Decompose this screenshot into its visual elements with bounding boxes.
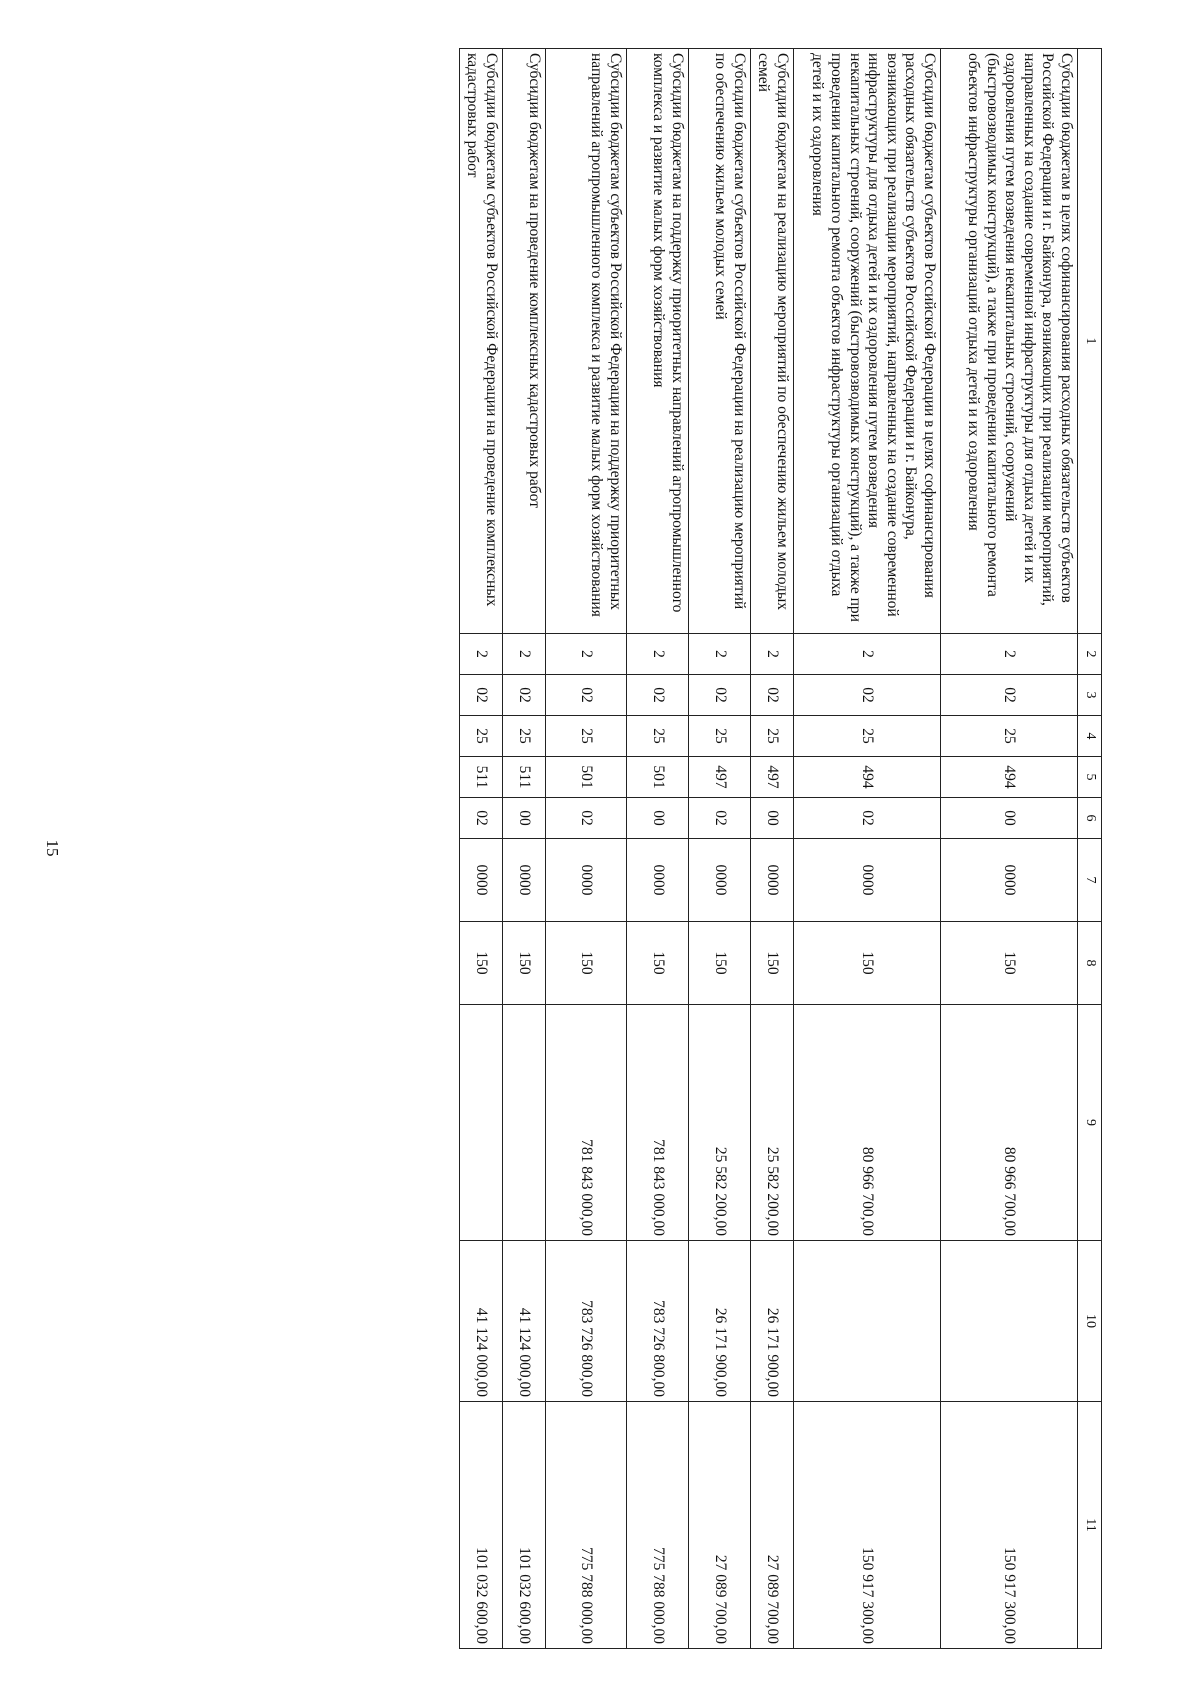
cell-group-code: 02 [751,675,794,716]
cell-group-code: 02 [941,675,1078,716]
cell-amount-year3: 27 089 700,00 [689,1402,751,1649]
cell-subgroup-code: 25 [751,716,794,757]
cell-kosgu-code: 150 [503,922,546,1005]
cell-amount-year2: 41 124 000,00 [460,1241,503,1402]
cell-amount-year1 [503,1005,546,1241]
cell-kosgu-code: 150 [689,922,751,1005]
cell-amount-year1 [460,1005,503,1241]
col-header: 8 [1078,922,1102,1005]
col-header: 3 [1078,675,1102,716]
cell-amount-year3: 775 788 000,00 [627,1402,689,1649]
cell-element-code: 02 [689,798,751,839]
cell-amount-year2: 783 726 800,00 [546,1241,627,1402]
cell-amount-year1: 80 966 700,00 [941,1005,1078,1241]
cell-kosgu-code: 150 [751,922,794,1005]
cell-program-code: 0000 [751,839,794,922]
column-number-row [1078,49,1102,1649]
row-description: Субсидии бюджетам субъектов Российской Федерации на реализацию мероприятий по обеспечению жильем молодых семей [689,49,751,634]
col-header: 7 [1078,839,1102,922]
cell-group-code: 02 [503,675,546,716]
col-header: 1 [1078,49,1102,634]
cell-group-code: 02 [460,675,503,716]
row-description: Субсидии бюджетам в целях софинансирования расходных обязательств субъектов Российской Федерации и г. Байконура, возникающих при реализации мероприятий, направленных на создание современной инфраструктуры для отдыха детей и их оздоровления путем возведения некапитальных строений, сооружений (быстровозводимых конструкций), а также при проведении капитального ремонта объектов инфраструктуры организаций отдыха детей и их оздоровления [941,49,1078,634]
row-description: Субсидии бюджетам на реализацию мероприятий по обеспечению жильем молодых семей [751,49,794,634]
cell-element-code: 00 [627,798,689,839]
cell-subgroup-code: 25 [503,716,546,757]
cell-amount-year1: 80 966 700,00 [794,1005,941,1241]
cell-article-code: 501 [627,757,689,798]
cell-group-code: 02 [546,675,627,716]
cell-element-code: 00 [751,798,794,839]
cell-amount-year3: 101 032 600,00 [503,1402,546,1649]
cell-amount-year2 [794,1241,941,1402]
cell-admin-code: 2 [627,634,689,675]
cell-amount-year3: 101 032 600,00 [460,1402,503,1649]
cell-admin-code: 2 [460,634,503,675]
cell-group-code: 02 [794,675,941,716]
cell-element-code: 00 [503,798,546,839]
col-header: 5 [1078,757,1102,798]
cell-program-code: 0000 [941,839,1078,922]
cell-subgroup-code: 25 [627,716,689,757]
row-description: Субсидии бюджетам субъектов Российской Федерации в целях софинансирования расходных обязательств субъектов Российской Федерации и г. Байконура, возникающих при реализации мероприятий, направленных на создание современной инфраструктуры для отдыха детей и их оздоровления путем возведения некапитальных строений, сооружений (быстровозводимых конструкций), а также при проведении капитального ремонта объектов инфраструктуры организаций отдыха детей и их оздоровления [794,49,941,634]
cell-kosgu-code: 150 [627,922,689,1005]
cell-article-code: 511 [460,757,503,798]
cell-amount-year3: 775 788 000,00 [546,1402,627,1649]
cell-element-code: 00 [941,798,1078,839]
table-row [503,49,546,1649]
cell-kosgu-code: 150 [460,922,503,1005]
cell-group-code: 02 [627,675,689,716]
cell-subgroup-code: 25 [794,716,941,757]
cell-subgroup-code: 25 [941,716,1078,757]
cell-program-code: 0000 [794,839,941,922]
cell-kosgu-code: 150 [794,922,941,1005]
cell-amount-year1: 25 582 200,00 [751,1005,794,1241]
col-header: 11 [1078,1402,1102,1649]
cell-article-code: 501 [546,757,627,798]
cell-subgroup-code: 25 [460,716,503,757]
cell-subgroup-code: 25 [546,716,627,757]
cell-amount-year1: 781 843 000,00 [627,1005,689,1241]
cell-program-code: 0000 [503,839,546,922]
cell-admin-code: 2 [689,634,751,675]
cell-amount-year3: 27 089 700,00 [751,1402,794,1649]
cell-amount-year2 [941,1241,1078,1402]
cell-article-code: 511 [503,757,546,798]
cell-program-code: 0000 [689,839,751,922]
cell-element-code: 02 [460,798,503,839]
cell-group-code: 02 [689,675,751,716]
cell-article-code: 497 [689,757,751,798]
col-header: 10 [1078,1241,1102,1402]
cell-amount-year2: 26 171 900,00 [751,1241,794,1402]
cell-amount-year2: 783 726 800,00 [627,1241,689,1402]
cell-article-code: 494 [941,757,1078,798]
page-number: 15 [43,839,62,857]
table-row [794,49,941,1649]
cell-admin-code: 2 [751,634,794,675]
table-row [689,49,751,1649]
budget-table [459,48,1102,1649]
cell-program-code: 0000 [627,839,689,922]
cell-admin-code: 2 [941,634,1078,675]
table-row [460,49,503,1649]
cell-element-code: 02 [546,798,627,839]
col-header: 9 [1078,1005,1102,1241]
col-header: 2 [1078,634,1102,675]
cell-program-code: 0000 [460,839,503,922]
table-row [941,49,1078,1649]
cell-element-code: 02 [794,798,941,839]
cell-amount-year1: 781 843 000,00 [546,1005,627,1241]
row-description: Субсидии бюджетам на поддержку приоритетных направлений агропромышленного комплекса и развитие малых форм хозяйствования [627,49,689,634]
table-row [627,49,689,1649]
col-header: 6 [1078,798,1102,839]
cell-amount-year1: 25 582 200,00 [689,1005,751,1241]
cell-article-code: 494 [794,757,941,798]
row-description: Субсидии бюджетам субъектов Российской Федерации на поддержку приоритетных направлений агропромышленного комплекса и развитие малых форм хозяйствования [546,49,627,634]
row-description: Субсидии бюджетам субъектов Российской Федерации на проведение комплексных кадастровых работ [460,49,503,634]
col-header: 4 [1078,716,1102,757]
cell-kosgu-code: 150 [546,922,627,1005]
cell-kosgu-code: 150 [941,922,1078,1005]
cell-amount-year2: 26 171 900,00 [689,1241,751,1402]
cell-amount-year2: 41 124 000,00 [503,1241,546,1402]
cell-article-code: 497 [751,757,794,798]
cell-amount-year3: 150 917 300,00 [941,1402,1078,1649]
cell-admin-code: 2 [503,634,546,675]
cell-amount-year3: 150 917 300,00 [794,1402,941,1649]
table-row [546,49,627,1649]
cell-admin-code: 2 [546,634,627,675]
cell-admin-code: 2 [794,634,941,675]
cell-program-code: 0000 [546,839,627,922]
rotated-page-content [43,48,1102,1648]
table-row [751,49,794,1649]
cell-subgroup-code: 25 [689,716,751,757]
row-description: Субсидии бюджетам на проведение комплексных кадастровых работ [503,49,546,634]
